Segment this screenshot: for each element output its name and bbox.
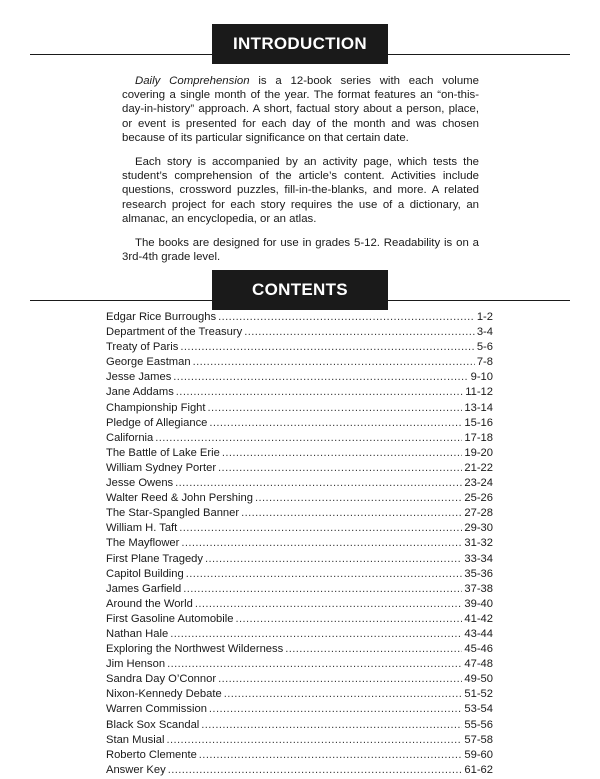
toc-entry-title: The Mayflower — [106, 537, 180, 550]
toc-entry-pages: 9-10 — [470, 371, 493, 384]
toc-entry-title: William H. Taft — [106, 522, 178, 535]
toc-dot-leader — [195, 598, 463, 610]
toc-entry — [106, 417, 493, 432]
toc-entry — [106, 492, 493, 507]
toc-entry-pages: 57-58 — [464, 733, 493, 746]
toc-dot-leader — [199, 749, 463, 761]
toc-entry-pages: 19-20 — [464, 446, 493, 459]
toc-dot-leader — [218, 673, 462, 685]
intro-paragraph-1 — [122, 74, 479, 145]
toc-dot-leader — [193, 356, 475, 368]
toc-entry-pages: 11-12 — [465, 386, 493, 399]
toc-entry-pages: 13-14 — [464, 401, 493, 414]
toc-dot-leader — [173, 371, 468, 383]
toc-entry-pages: 5-6 — [476, 341, 493, 354]
toc-dot-leader — [170, 628, 462, 640]
contents-heading: CONTENTS — [212, 270, 388, 310]
toc-dot-leader — [235, 613, 462, 625]
toc-entry-title: Warren Commission — [106, 703, 207, 716]
toc-entry-pages: 53-54 — [464, 703, 493, 716]
toc-entry — [106, 628, 493, 643]
toc-dot-leader — [222, 447, 463, 459]
toc-dot-leader — [218, 462, 462, 474]
toc-entry — [106, 507, 493, 522]
toc-entry-pages: 29-30 — [464, 522, 493, 535]
toc-entry-pages: 39-40 — [464, 597, 493, 610]
toc-entry-title: Exploring the Northwest Wilderness — [106, 643, 284, 656]
toc-entry-title: William Sydney Porter — [106, 461, 217, 474]
toc-entry-title: Roberto Clemente — [106, 748, 197, 761]
toc-entry-pages: 41-42 — [464, 612, 493, 625]
toc-dot-leader — [208, 402, 463, 414]
toc-entry-title: The Battle of Lake Erie — [106, 446, 220, 459]
toc-entry — [106, 462, 493, 477]
toc-entry-title: Jesse Owens — [106, 477, 174, 490]
toc-dot-leader — [155, 432, 462, 444]
introduction-banner — [0, 24, 600, 64]
toc-entry — [106, 537, 493, 552]
toc-dot-leader — [209, 703, 462, 715]
toc-entry-pages: 25-26 — [464, 492, 493, 505]
toc-entry — [106, 371, 493, 386]
toc-entry-title: Jane Addams — [106, 386, 174, 399]
toc-entry-pages: 49-50 — [464, 673, 493, 686]
toc-entry-pages: 43-44 — [464, 627, 493, 640]
toc-entry — [106, 553, 493, 568]
introduction-text — [122, 74, 479, 274]
toc-entry-pages: 51-52 — [464, 688, 493, 701]
intro-paragraph-2: Each story is accompanied by an activity page, which tests the student’s comprehension of the article’s content. Activities include questions, crossword puzzles, fill-in-the-blanks, and more. A related research project for each story requires the use of a dictionary, an almanac, an encyclopedia, or an atlas. — [122, 156, 479, 225]
toc-dot-leader — [175, 477, 462, 489]
toc-entry — [106, 522, 493, 537]
toc-dot-leader — [168, 764, 463, 776]
toc-entry-pages: 47-48 — [464, 658, 493, 671]
toc-entry — [106, 673, 493, 688]
toc-dot-leader — [209, 417, 462, 429]
contents-banner — [0, 270, 600, 310]
toc-dot-leader — [218, 311, 475, 323]
toc-dot-leader — [179, 522, 462, 534]
toc-entry-pages: 17-18 — [464, 431, 493, 444]
toc-entry — [106, 598, 493, 613]
toc-entry-title: George Eastman — [106, 356, 191, 369]
toc-entry — [106, 703, 493, 718]
intro-paragraph-3: The books are designed for use in grades 5-12. Readability is on a 3rd-4th grade level. — [122, 237, 479, 264]
toc-entry — [106, 477, 493, 492]
toc-entry — [106, 326, 493, 341]
introduction-heading: INTRODUCTION — [212, 24, 388, 64]
toc-entry — [106, 447, 493, 462]
toc-entry-title: Pledge of Allegiance — [106, 416, 208, 429]
toc-entry — [106, 764, 493, 779]
toc-entry-title: Department of the Treasury — [106, 326, 243, 339]
toc-entry — [106, 734, 493, 749]
toc-entry-title: Stan Musial — [106, 733, 165, 746]
toc-entry-title: First Plane Tragedy — [106, 552, 203, 565]
toc-entry-title: Nathan Hale — [106, 627, 169, 640]
toc-dot-leader — [205, 553, 462, 565]
toc-entry — [106, 432, 493, 447]
toc-entry-title: Edgar Rice Burroughs — [106, 311, 217, 323]
toc-entry-pages: 61-62 — [464, 763, 493, 776]
toc-entry — [106, 583, 493, 598]
toc-dot-leader — [180, 341, 475, 353]
toc-entry — [106, 658, 493, 673]
toc-entry-title: Championship Fight — [106, 401, 206, 414]
toc-dot-leader — [255, 492, 462, 504]
toc-entry — [106, 402, 493, 417]
toc-dot-leader — [176, 386, 463, 398]
toc-dot-leader — [166, 734, 462, 746]
toc-entry-pages: 33-34 — [464, 552, 493, 565]
toc-entry — [106, 749, 493, 764]
toc-entry-title: Jesse James — [106, 371, 172, 384]
toc-dot-leader — [201, 719, 462, 731]
toc-dot-leader — [244, 326, 475, 338]
toc-entry-title: Black Sox Scandal — [106, 718, 200, 731]
toc-dot-leader — [183, 583, 462, 595]
toc-entry-pages: 7-8 — [476, 356, 493, 369]
toc-entry-pages: 37-38 — [464, 582, 493, 595]
toc-entry — [106, 311, 493, 326]
toc-entry-title: The Star-Spangled Banner — [106, 507, 240, 520]
toc-entry — [106, 386, 493, 401]
toc-entry-title: California — [106, 431, 154, 444]
toc-entry — [106, 341, 493, 356]
toc-entry-pages: 31-32 — [464, 537, 493, 550]
toc-entry-pages: 21-22 — [464, 461, 493, 474]
toc-entry-title: James Garfield — [106, 582, 182, 595]
toc-entry — [106, 643, 493, 658]
toc-entry — [106, 719, 493, 734]
toc-entry-pages: 3-4 — [476, 326, 493, 339]
toc-entry — [106, 356, 493, 371]
toc-entry-pages: 55-56 — [464, 718, 493, 731]
toc-entry-title: Jim Henson — [106, 658, 166, 671]
toc-entry-pages: 23-24 — [464, 477, 493, 490]
toc-entry-title: Around the World — [106, 597, 193, 610]
toc-entry-title: Answer Key — [106, 763, 166, 776]
toc-dot-leader — [167, 658, 462, 670]
table-of-contents — [106, 311, 493, 779]
toc-entry-pages: 27-28 — [464, 507, 493, 520]
toc-entry-title: Nixon-Kennedy Debate — [106, 688, 222, 701]
toc-entry-pages: 45-46 — [464, 643, 493, 656]
toc-entry-title: First Gasoline Automobile — [106, 612, 234, 625]
toc-entry-pages: 15-16 — [464, 416, 493, 429]
toc-dot-leader — [186, 568, 463, 580]
toc-entry-title: Sandra Day O’Connor — [106, 673, 217, 686]
toc-entry-title: Capitol Building — [106, 567, 184, 580]
toc-entry — [106, 613, 493, 628]
toc-dot-leader — [181, 537, 462, 549]
toc-dot-leader — [241, 507, 462, 519]
toc-dot-leader — [285, 643, 462, 655]
series-title: Daily Comprehension — [135, 75, 250, 87]
toc-entry-title: Walter Reed & John Pershing — [106, 492, 253, 505]
toc-entry-pages: 1-2 — [476, 311, 493, 323]
toc-entry-pages: 35-36 — [464, 567, 493, 580]
toc-entry-pages: 59-60 — [464, 748, 493, 761]
intro-paragraph-1-text: is a 12-book series with each volume covering a single month of the year. The format features an “on-this-day-in-history” approach. A short, factual story about a person, place, or event is presented for each day of the month and was chosen because of its particular significance on that certain date. — [122, 75, 479, 144]
toc-entry — [106, 688, 493, 703]
toc-entry-title: Treaty of Paris — [106, 341, 179, 354]
toc-dot-leader — [224, 688, 463, 700]
toc-entry — [106, 568, 493, 583]
